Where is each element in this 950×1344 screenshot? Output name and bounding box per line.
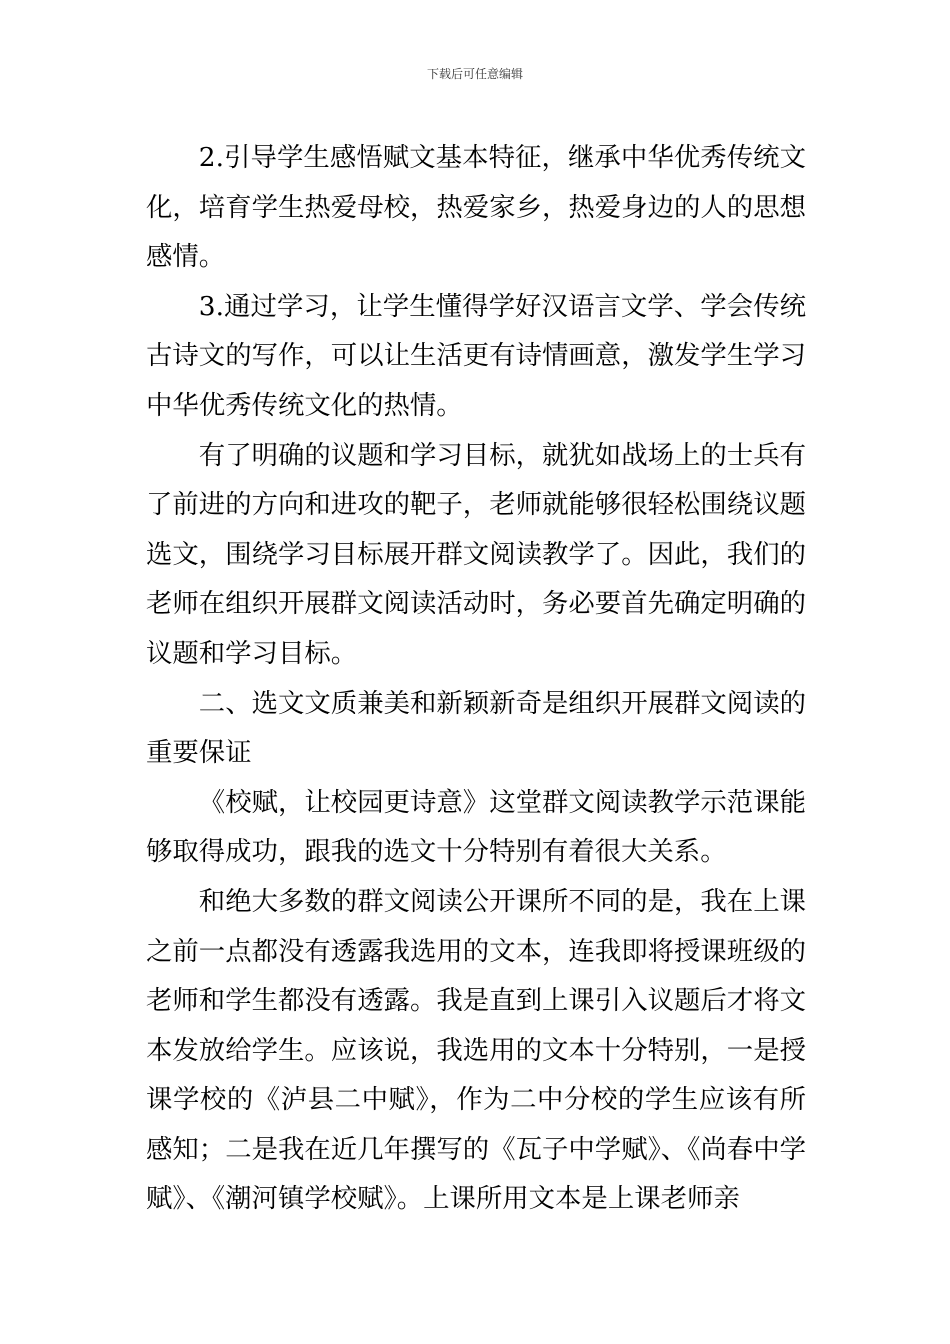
document-body [146, 133, 806, 1224]
paragraph-demo-lesson: 《校赋，让校园更诗意》这堂群文阅读教学示范课能够取得成功，跟我的选文十分特别有着很大关系。 [146, 786, 806, 868]
paragraph-topic-summary: 有了明确的议题和学习目标，就犹如战场上的士兵有了前进的方向和进攻的靶子，老师就能够很轻松围绕议题选文，围绕学习目标展开群文阅读教学了。因此，我们的老师在组织开展群文阅读活动时，务必要首先确定明确的议题和学习目标。 [146, 439, 806, 669]
section-heading-two: 二、选文文质兼美和新颖新奇是组织开展群文阅读的重要保证 [146, 687, 806, 769]
paragraph-text-selection: 和绝大多数的群文阅读公开课所不同的是，我在上课之前一点都没有透露我选用的文本，连我即将授课班级的老师和学生都没有透露。我是直到上课引入议题后才将文本发放给学生。应该说，我选用的文本十分特别，一是授课学校的《泸县二中赋》，作为二中分校的学生应该有所感知；二是我在近几年撰写的《瓦子中学赋》、《尚春中学赋》、《潮河镇学校赋》。上课所用文本是上课老师亲 [146, 885, 806, 1215]
paragraph-objective-2: 2.引导学生感悟赋文基本特征，继承中华优秀传统文化，培育学生热爱母校，热爱家乡，热爱身边的人的思想感情。 [146, 142, 806, 273]
paragraph-objective-3: 3.通过学习，让学生懂得学好汉语言文学、学会传统古诗文的写作，可以让生活更有诗情画意，激发学生学习中华优秀传统文化的热情。 [146, 290, 806, 421]
page-header-note: 下载后可任意编辑 [426, 67, 523, 81]
